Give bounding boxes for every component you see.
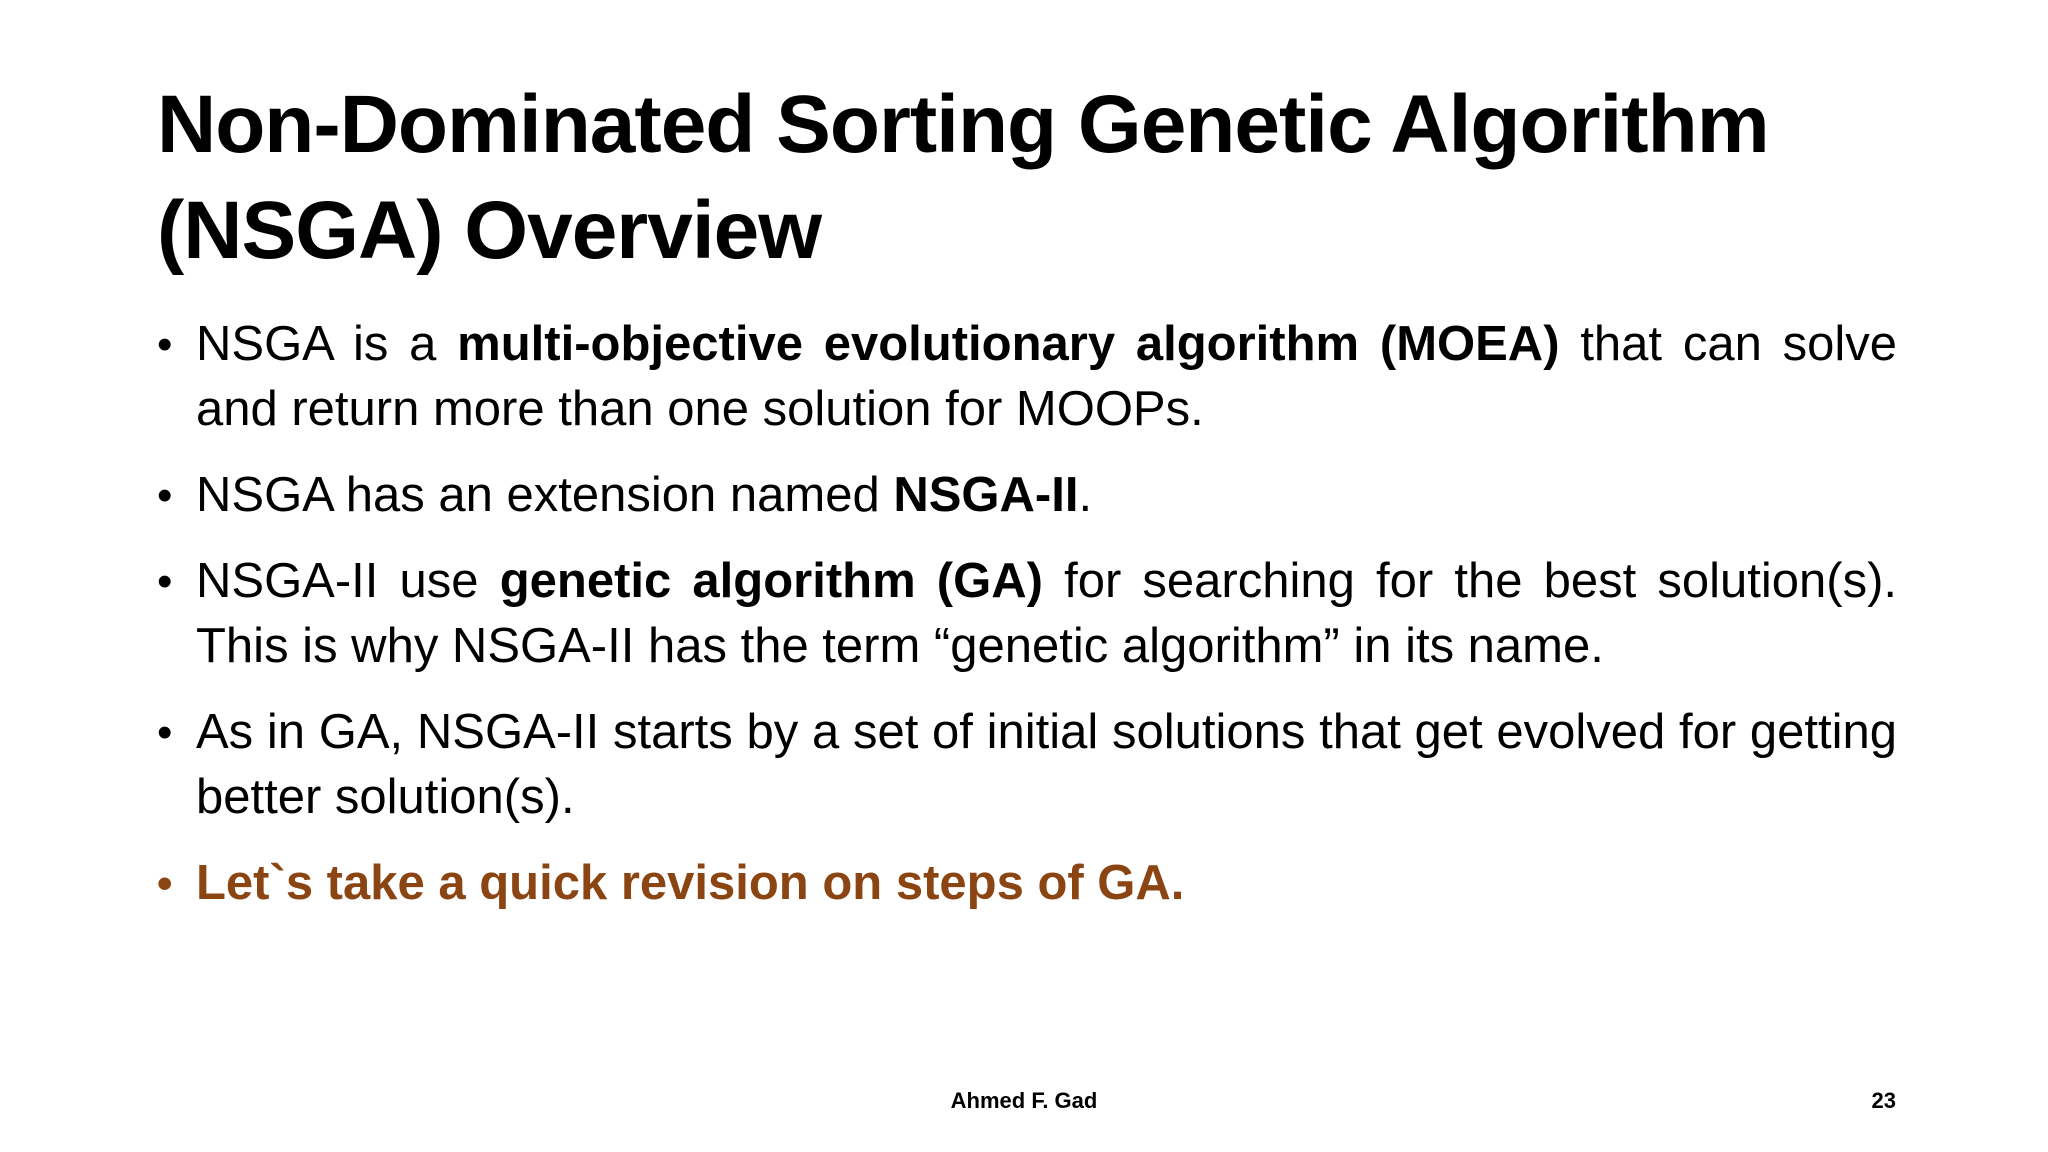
bullet-text: that can solve and return more than one solution for MOOPs. (196, 317, 1898, 436)
bullet-emphasis: genetic algorithm (GA) (499, 554, 1043, 608)
bullet-icon: • (157, 557, 173, 606)
bullet-text: NSGA has an extension named (196, 468, 894, 522)
bullet-list (157, 312, 1897, 937)
bullet-text: for searching for the best solution(s). This is why NSGA-II has the term “genetic algorithm” in its name. (196, 554, 1898, 673)
bullet-icon: • (157, 708, 173, 757)
bullet-icon: • (157, 320, 173, 369)
bullet-text: NSGA-II use (196, 554, 500, 608)
bullet-icon: • (157, 471, 173, 520)
bullet-item (157, 312, 1897, 442)
bullet-text: . (1078, 468, 1093, 522)
bullet-text: As in GA, NSGA-II starts by a set of initial solutions that get evolved for getting better solution(s). (196, 705, 1897, 824)
bullet-emphasis: multi-objective evolutionary algorithm (MOEA) (457, 317, 1560, 371)
bullet-icon: • (157, 859, 173, 908)
bullet-emphasis: NSGA-II (893, 468, 1079, 522)
bullet-item (157, 463, 1897, 528)
bullet-item (157, 700, 1897, 830)
bullet-item-highlight (157, 851, 1897, 916)
footer-author: Ahmed F. Gad (950, 1088, 1098, 1113)
bullet-item (157, 549, 1897, 679)
bullet-text: NSGA is a (196, 317, 458, 371)
bullet-text: Let`s take a quick revision on steps of GA. (196, 856, 1185, 910)
slide-title: Non-Dominated Sorting Genetic Algorithm (NSGA) Overview (157, 79, 1769, 276)
page-number: 23 (1871, 1088, 1896, 1113)
